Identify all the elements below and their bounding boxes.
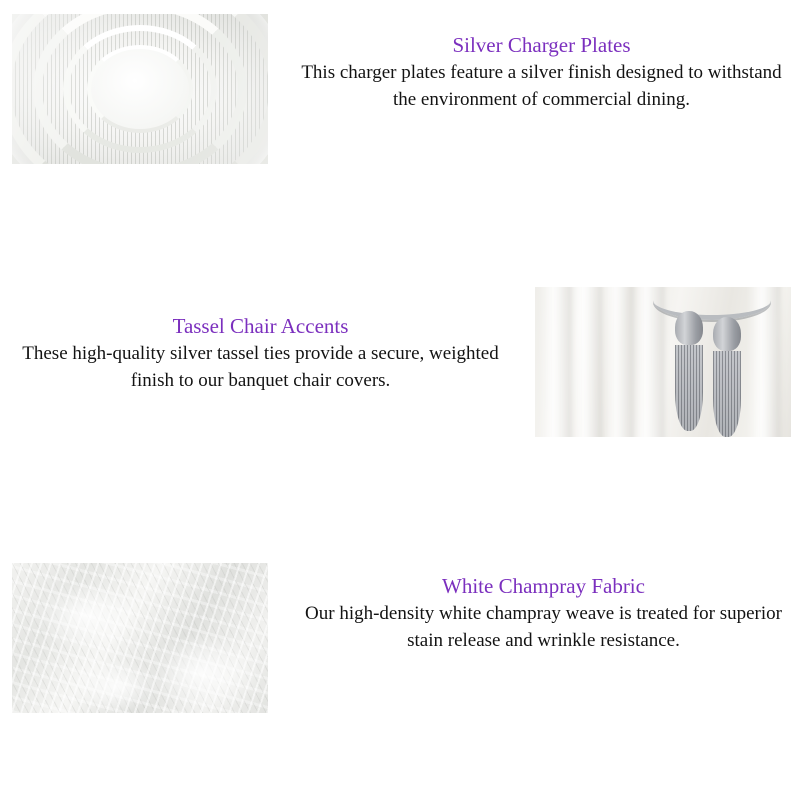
tassel-skirt xyxy=(675,345,703,431)
silver-charger-plates-photo xyxy=(12,14,268,164)
feature-body: Our high-density white champray weave is treated for superior stain release and wrinkle resistance. xyxy=(305,603,782,652)
feature-block-white-champray-fabric xyxy=(0,437,803,713)
tassel-head xyxy=(713,317,741,351)
feature-text-cell xyxy=(0,287,535,395)
fabric-highlight xyxy=(72,659,162,713)
tassel-head xyxy=(675,311,703,345)
feature-title: White Champray Fabric xyxy=(442,574,645,598)
fabric-fold xyxy=(569,287,603,437)
tassel xyxy=(675,311,703,431)
fabric-fold xyxy=(539,287,573,437)
feature-block-silver-charger-plates xyxy=(0,0,803,164)
feature-image-cell xyxy=(535,287,803,437)
feature-text-cell xyxy=(268,14,803,114)
fabric-highlight xyxy=(32,581,142,651)
feature-body: This charger plates feature a silver finish designed to withstand the environment of commercial dining. xyxy=(301,62,782,111)
white-champray-fabric-photo xyxy=(12,563,268,713)
feature-title: Silver Charger Plates xyxy=(452,33,631,57)
feature-title: Tassel Chair Accents xyxy=(172,314,349,338)
feature-block-tassel-chair-accents xyxy=(0,164,803,437)
fabric-fold xyxy=(601,287,635,437)
feature-text-cell xyxy=(268,563,803,655)
plate-sheen-overlay xyxy=(12,14,268,164)
tassel xyxy=(713,317,741,437)
silver-tassel-chair-tie-photo xyxy=(535,287,791,437)
tassel-skirt xyxy=(713,351,741,437)
feature-body: These high-quality silver tassel ties provide a secure, weighted finish to our banquet chair covers. xyxy=(22,343,499,392)
feature-image-cell xyxy=(0,14,268,164)
feature-image-cell xyxy=(0,563,268,713)
